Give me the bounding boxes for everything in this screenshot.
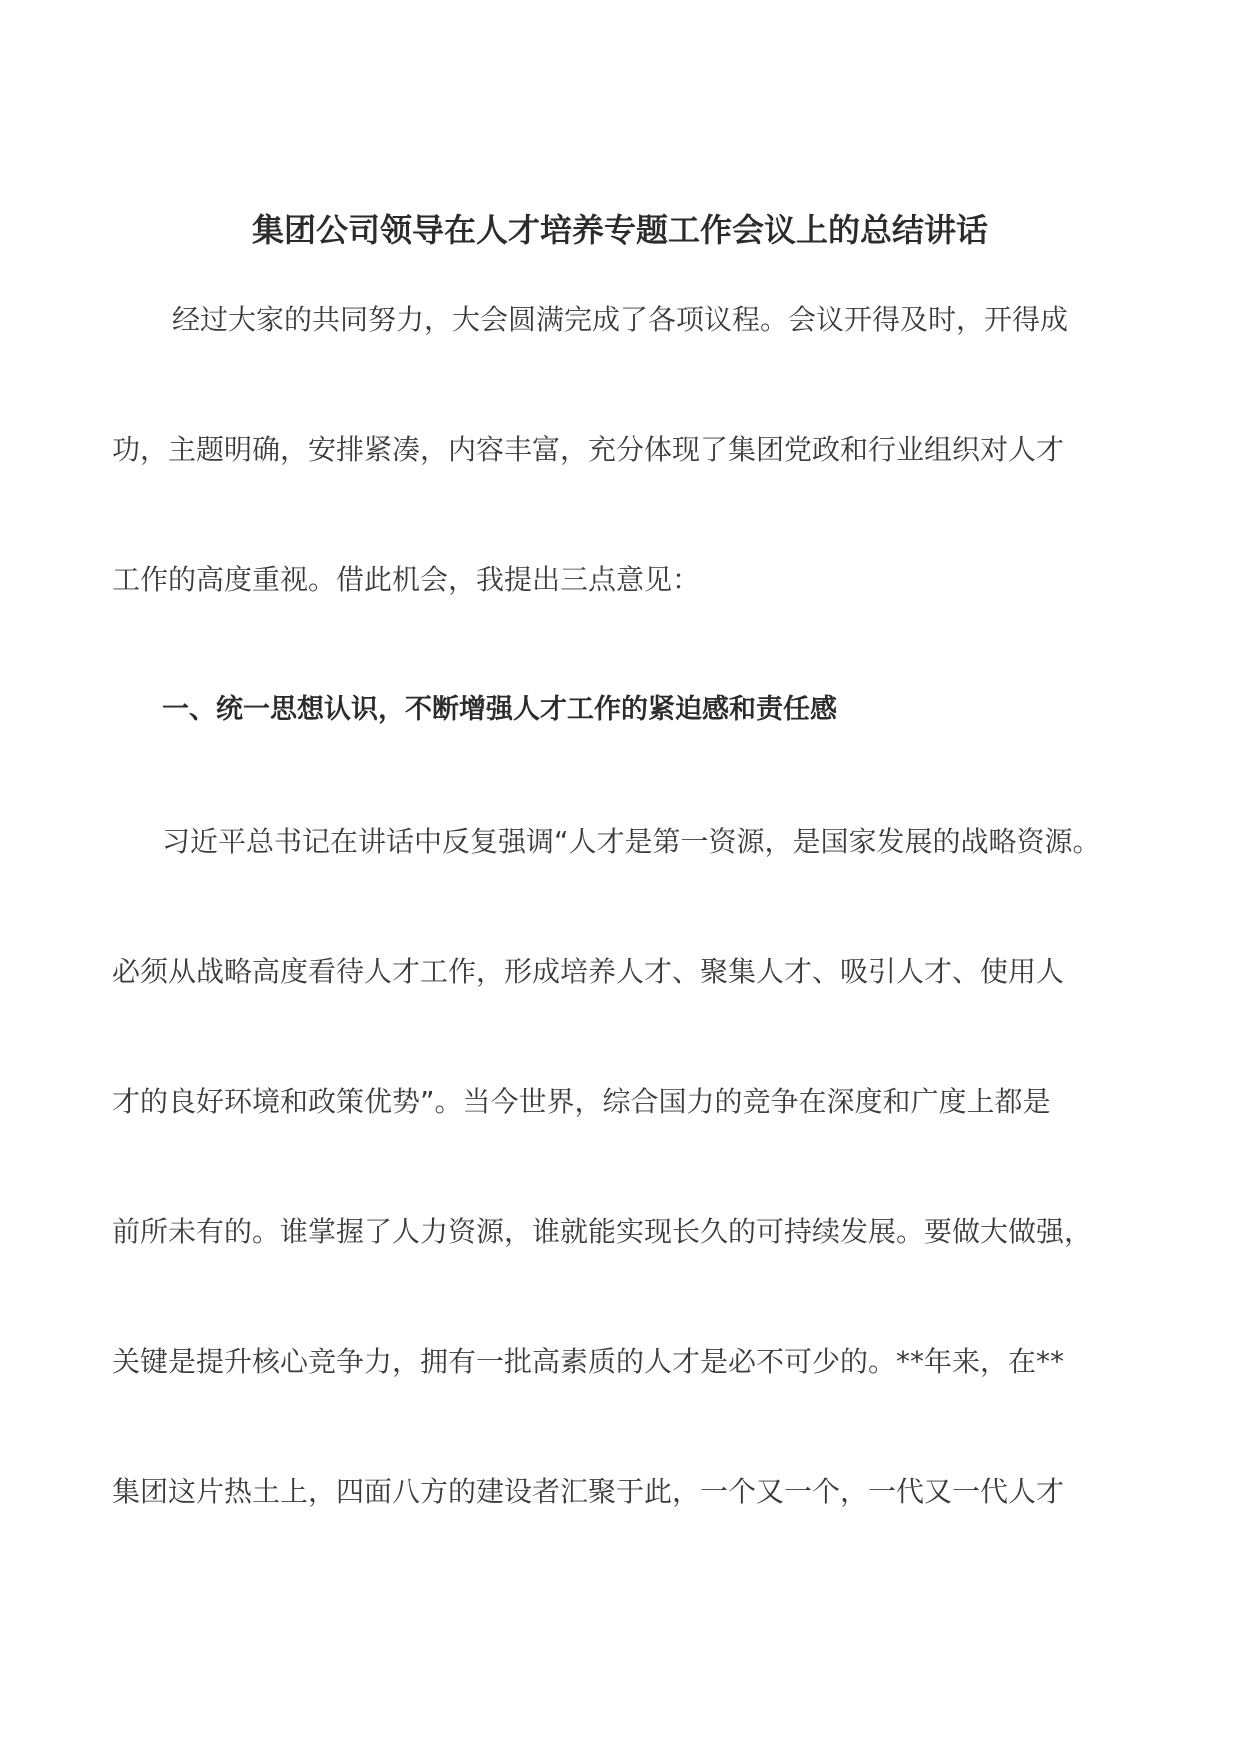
paragraph-line-9: 集团这片热土上，四面八方的建设者汇聚于此，一个又一个，一代又一代人才 [112, 1475, 1065, 1508]
paragraph-line-8: 关键是提升核心竞争力，拥有一批高素质的人才是必不可少的。**年来，在** [112, 1345, 1065, 1378]
paragraph-line-4: 习近平总书记在讲话中反复强调“人才是第一资源，是国家发展的战略资源。 [162, 825, 1101, 858]
document-title: 集团公司领导在人才培养专题工作会议上的总结讲话 [251, 211, 988, 249]
paragraph-line-7: 前所未有的。谁掌握了人力资源，谁就能实现长久的可持续发展。要做大做强， [112, 1215, 1093, 1248]
section-heading-1: 一、统一思想认识，不断增强人才工作的紧迫感和责任感 [162, 694, 837, 725]
paragraph-line-6: 才的良好环境和政策优势”。当今世界，综合国力的竞争在深度和广度上都是 [112, 1085, 1051, 1118]
paragraph-line-5: 必须从战略高度看待人才工作，形成培养人才、聚集人才、吸引人才、使用人 [112, 955, 1065, 988]
paragraph-line-2: 功，主题明确，安排紧凑，内容丰富，充分体现了集团党政和行业组织对人才 [112, 433, 1065, 466]
paragraph-line-3: 工作的高度重视。借此机会，我提出三点意见： [112, 563, 701, 596]
paragraph-line-1: 经过大家的共同努力，大会圆满完成了各项议程。会议开得及时，开得成 [172, 303, 1069, 336]
